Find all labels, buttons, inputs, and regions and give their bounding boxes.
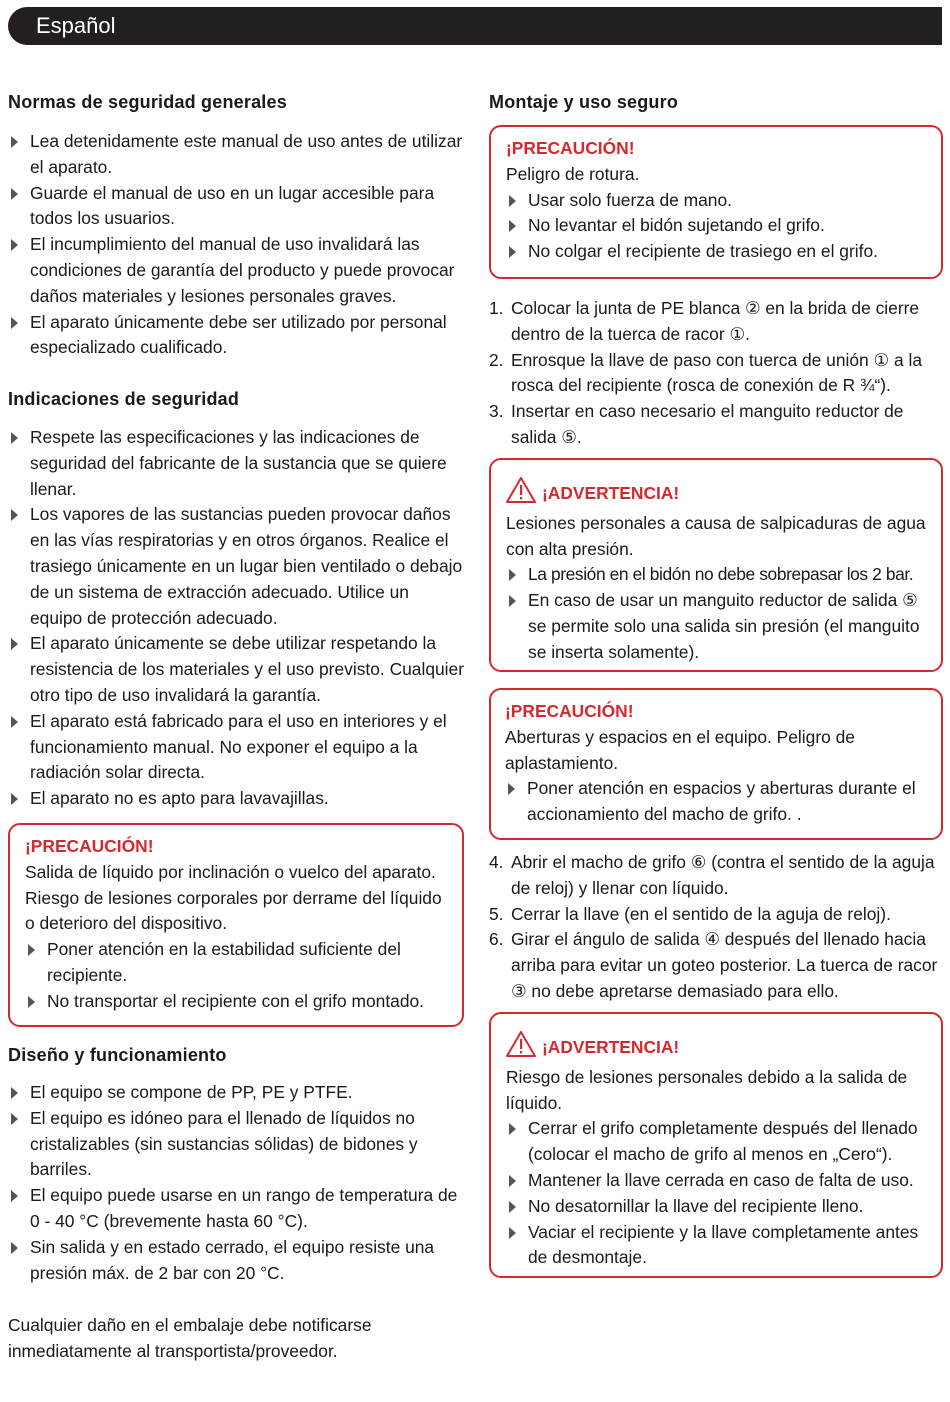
caution-box — [8, 823, 464, 1027]
step-item: 6. Girar el ángulo de salida ④ después del llenado hacia arriba para evitar un goteo posterior. La tuerca de racor ③ no debe apretarse demasiado para ello. — [489, 929, 938, 1001]
list-item: Sin salida y en estado cerrado, el equipo resiste una presión máx. de 2 bar con 20 °C. — [8, 1235, 464, 1287]
bullet-arrow-icon — [509, 1175, 516, 1187]
bullet-arrow-icon — [509, 220, 516, 232]
list-item: No levantar el bidón sujetando el grifo. — [506, 213, 929, 239]
assembly-heading: Montaje y uso seguro — [489, 92, 679, 112]
general-safety-heading: Normas de seguridad generales — [8, 92, 287, 112]
bullet-arrow-icon — [509, 569, 516, 581]
list-item: Poner atención en espacios y aberturas durante el accionamiento del macho de grifo. . — [505, 776, 929, 828]
list-item: El aparato únicamente debe ser utilizado por personal especializado cualificado. — [8, 310, 464, 362]
warning-title: ¡ADVERTENCIA! — [506, 1031, 929, 1065]
bullet-arrow-icon — [11, 432, 18, 444]
bullet-arrow-icon — [509, 195, 516, 207]
bullet-arrow-icon — [11, 136, 18, 148]
caution-title: ¡PRECAUCIÓN! — [506, 138, 635, 158]
design-list — [8, 1080, 464, 1286]
list-item: Los vapores de las sustancias pueden provocar daños en las vías respiratorias y en otros órganos. Realice el trasiego únicamente en un lugar bien ventilado o debajo de un sistema de extracción adecuado. Utilice un equipo de protección adecuado. — [8, 502, 464, 631]
warning-text: Riesgo de lesiones personales debido a la salida de líquido. — [506, 1066, 908, 1113]
list-item: No desatornillar la llave del recipiente lleno. — [506, 1194, 929, 1220]
bullet-arrow-icon — [11, 716, 18, 728]
bullet-arrow-icon — [509, 246, 516, 258]
caution-text: Peligro de rotura. — [506, 163, 640, 184]
bullet-arrow-icon — [11, 1113, 18, 1125]
design-heading: Diseño y funcionamiento — [8, 1045, 227, 1065]
caution-title: ¡PRECAUCIÓN! — [505, 701, 634, 721]
warning-triangle-icon — [506, 1031, 536, 1065]
warning-box — [489, 1012, 943, 1278]
step-item: 1. Colocar la junta de PE blanca ② en la brida de cierre dentro de la tuerca de racor ①. — [489, 298, 920, 344]
bullet-arrow-icon — [11, 638, 18, 650]
list-item: El aparato está fabricado para el uso en interiores y el funcionamiento manual. No exponer el equipo a la radiación solar directa. — [8, 709, 464, 786]
list-item: Cerrar el grifo completamente después del llenado (colocar el macho de grifo al menos en „Cero“). — [506, 1116, 929, 1168]
assembly-steps-1 — [489, 296, 943, 451]
assembly-steps-2 — [489, 850, 943, 1005]
list-item: No colgar el recipiente de trasiego en el grifo. — [506, 239, 929, 265]
list-item: Lea detenidamente este manual de uso antes de utilizar el aparato. — [8, 129, 464, 181]
list-item: En caso de usar un manguito reductor de salida ⑤ se permite solo una salida sin presión (el manguito se inserta solamente). — [506, 588, 929, 665]
bullet-arrow-icon — [11, 317, 18, 329]
step-item: 2. Enrosque la llave de paso con tuerca de unión ① a la rosca del recipiente (rosca de conexión de R ¾“). — [489, 349, 923, 396]
list-item: Respete las especificaciones y las indicaciones de seguridad del fabricante de la sustancia que se quiere llenar. — [8, 425, 464, 502]
warning-triangle-icon — [506, 477, 536, 511]
list-item: El equipo se compone de PP, PE y PTFE. — [8, 1080, 464, 1106]
bullet-arrow-icon — [28, 944, 35, 956]
list-item: El incumplimiento del manual de uso invalidará las condiciones de garantía del producto y puede provocar daños materiales y lesiones personales graves. — [8, 232, 464, 309]
step-item: 5. Cerrar la llave (en el sentido de la aguja de reloj). — [489, 903, 891, 924]
warning-title: ¡ADVERTENCIA! — [506, 477, 929, 511]
warning-text: Lesiones personales a causa de salpicaduras de agua con alta presión. — [506, 512, 926, 559]
step-item: 4. Abrir el macho de grifo ⑥ (contra el sentido de la aguja de reloj) y llenar con líquido. — [489, 852, 935, 898]
list-item: Poner atención en la estabilidad suficiente del recipiente. — [25, 937, 450, 989]
packaging-note: Cualquier daño en el embalaje debe notificarse inmediatamente al transportista/proveedor. — [8, 1315, 372, 1361]
list-item: El aparato no es apto para lavavajillas. — [8, 786, 464, 812]
caution-box — [489, 688, 943, 840]
list-item: El equipo puede usarse en un rango de temperatura de 0 - 40 °C (brevemente hasta 60 °C). — [8, 1183, 464, 1235]
bullet-arrow-icon — [11, 239, 18, 251]
list-item: Mantener la llave cerrada en caso de falta de uso. — [506, 1168, 929, 1194]
list-item: Vaciar el recipiente y la llave completamente antes de desmontaje. — [506, 1220, 929, 1272]
warning-box — [489, 458, 943, 672]
language-header — [8, 7, 942, 45]
list-item: No transportar el recipiente con el grifo montado. — [25, 989, 450, 1015]
bullet-arrow-icon — [11, 793, 18, 805]
bullet-arrow-icon — [11, 1190, 18, 1202]
bullet-arrow-icon — [28, 996, 35, 1008]
bullet-arrow-icon — [11, 1087, 18, 1099]
bullet-arrow-icon — [509, 1123, 516, 1135]
list-item: El equipo es idóneo para el llenado de líquidos no cristalizables (sin sustancias sólidas) de bidones y barriles. — [8, 1106, 464, 1183]
bullet-arrow-icon — [11, 1242, 18, 1254]
list-item: La presión en el bidón no debe sobrepasar los 2 bar. — [506, 562, 929, 588]
general-safety-list — [8, 129, 464, 361]
bullet-arrow-icon — [509, 1201, 516, 1213]
bullet-arrow-icon — [508, 783, 515, 795]
list-item: Usar solo fuerza de mano. — [506, 188, 929, 214]
caution-box — [489, 125, 943, 279]
caution-title: ¡PRECAUCIÓN! — [25, 836, 154, 856]
list-item: Guarde el manual de uso en un lugar accesible para todos los usuarios. — [8, 181, 464, 233]
bullet-arrow-icon — [509, 595, 516, 607]
bullet-arrow-icon — [509, 1227, 516, 1239]
bullet-arrow-icon — [11, 188, 18, 200]
language-label: Español — [36, 13, 116, 38]
bullet-arrow-icon — [11, 509, 18, 521]
caution-text: Salida de líquido por inclinación o vuelco del aparato. Riesgo de lesiones corporales por derrame del líquido o deterioro del dispositivo. — [25, 861, 442, 934]
step-item: 3. Insertar en caso necesario el manguito reductor de salida ⑤. — [489, 401, 904, 447]
list-item: El aparato únicamente se debe utilizar respetando la resistencia de los materiales y el uso previsto. Cualquier otro tipo de uso invalidará la garantía. — [8, 631, 464, 708]
safety-instructions-heading: Indicaciones de seguridad — [8, 389, 240, 409]
safety-instructions-list — [8, 425, 464, 812]
caution-text: Aberturas y espacios en el equipo. Peligro de aplastamiento. — [505, 726, 855, 773]
